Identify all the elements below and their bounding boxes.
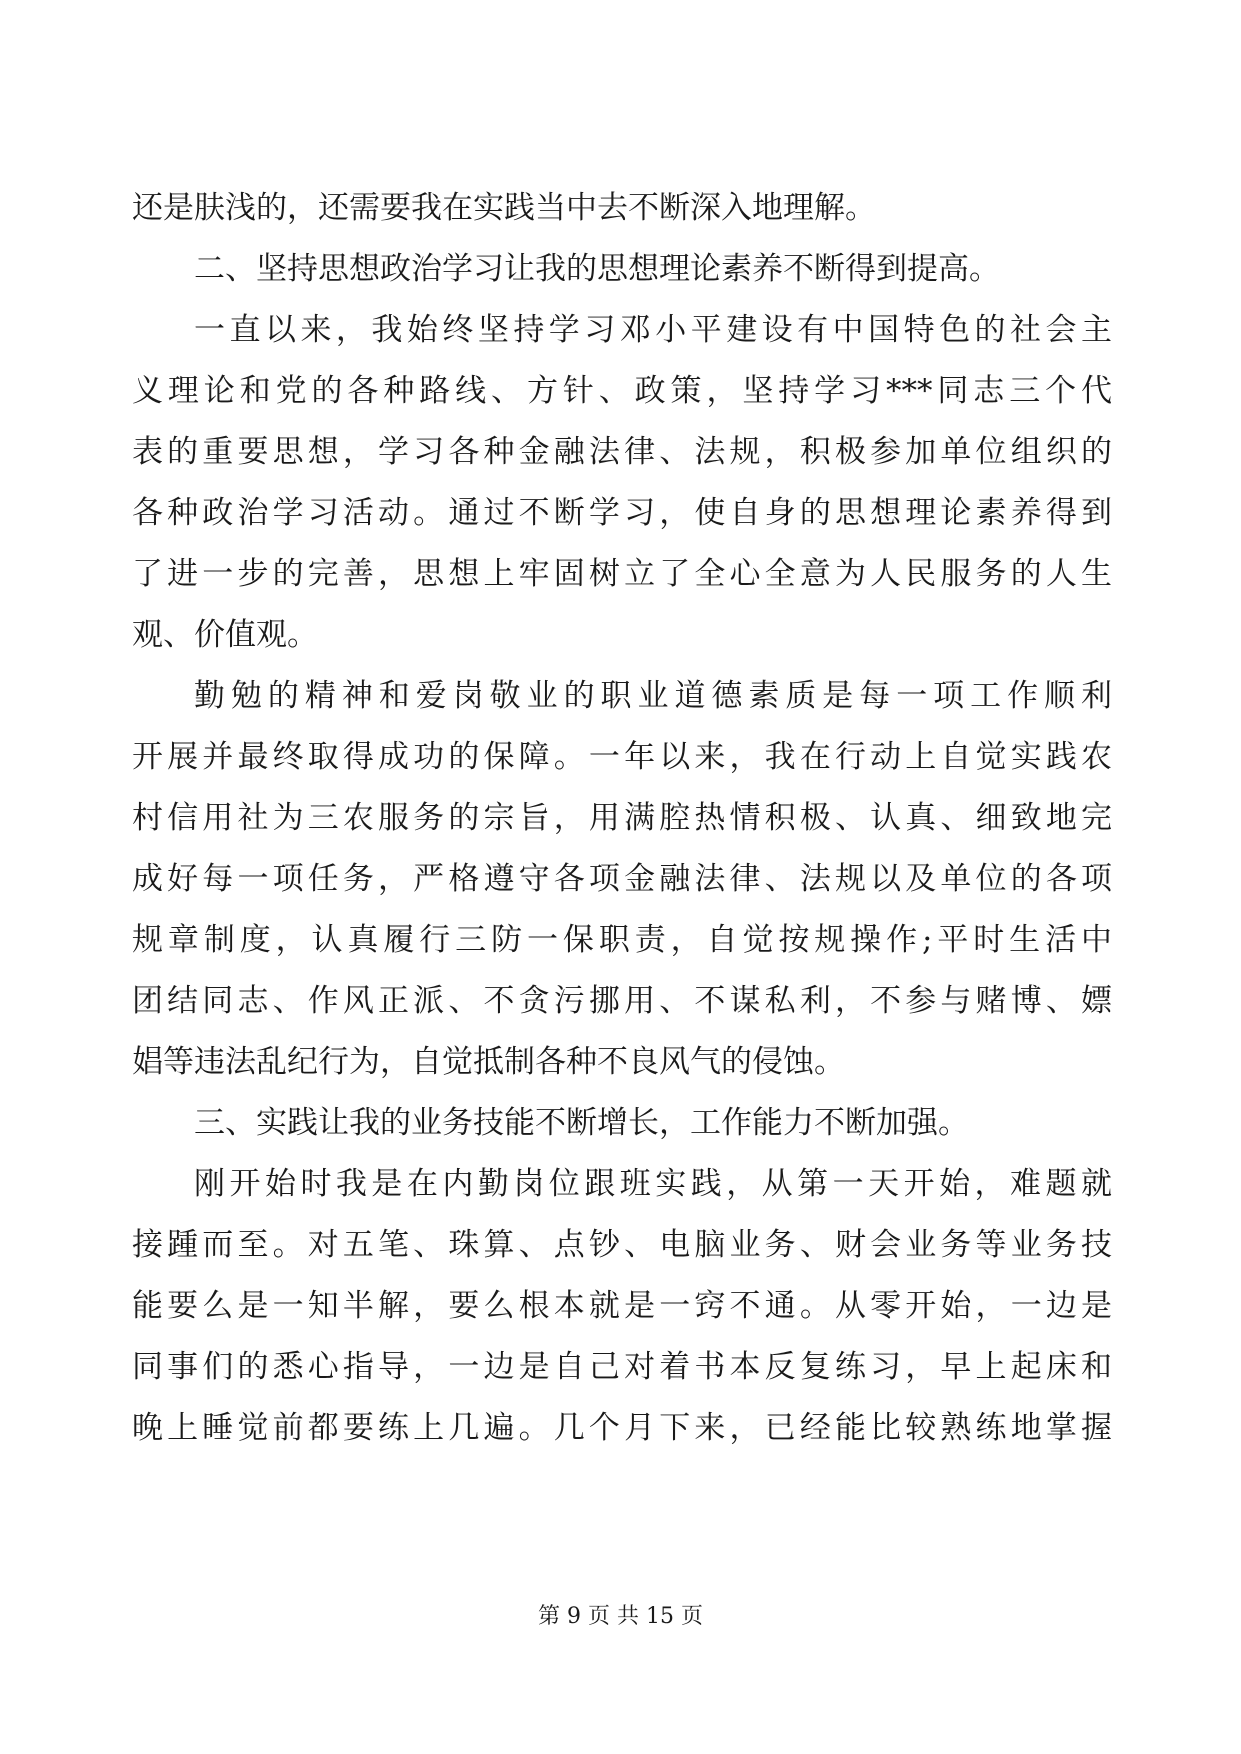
paragraph-line: 规章制度，认真履行三防一保职责，自觉按规操作;平时生活中 bbox=[132, 922, 1112, 958]
paragraph-line: 各种政治学习活动。通过不断学习，使自身的思想理论素养得到 bbox=[132, 495, 1112, 531]
paragraph-line: 能要么是一知半解，要么根本就是一窍不通。从零开始，一边是 bbox=[132, 1288, 1112, 1324]
paragraph-line: 晚上睡觉前都要练上几遍。几个月下来，已经能比较熟练地掌握 bbox=[132, 1410, 1112, 1446]
paragraph-line: 村信用社为三农服务的宗旨，用满腔热情积极、认真、细致地完 bbox=[132, 800, 1112, 836]
paragraph-line: 勤勉的精神和爱岗敬业的职业道德素质是每一项工作顺利 bbox=[194, 678, 1112, 714]
paragraph-line: 接踵而至。对五笔、珠算、点钞、电脑业务、财会业务等业务技 bbox=[132, 1227, 1112, 1263]
page-number-footer: 第 9 页 共 15 页 bbox=[538, 1604, 703, 1629]
paragraph-line: 团结同志、作风正派、不贪污挪用、不谋私利，不参与赌博、嫖 bbox=[132, 983, 1112, 1019]
paragraph-line: 一直以来，我始终坚持学习邓小平建设有中国特色的社会主 bbox=[194, 312, 1112, 348]
paragraph-line: 开展并最终取得成功的保障。一年以来，我在行动上自觉实践农 bbox=[132, 739, 1112, 775]
paragraph-line: 观、价值观。 bbox=[132, 617, 318, 653]
paragraph-line: 成好每一项任务，严格遵守各项金融法律、法规以及单位的各项 bbox=[132, 861, 1112, 897]
section-heading: 二、坚持思想政治学习让我的思想理论素养不断得到提高。 bbox=[194, 251, 1000, 287]
paragraph-line: 义理论和党的各种路线、方针、政策，坚持学习***同志三个代 bbox=[132, 373, 1112, 409]
paragraph-line: 了进一步的完善，思想上牢固树立了全心全意为人民服务的人生 bbox=[132, 556, 1112, 592]
paragraph-line: 表的重要思想，学习各种金融法律、法规，积极参加单位组织的 bbox=[132, 434, 1112, 470]
paragraph-line: 同事们的悉心指导，一边是自己对着书本反复练习，早上起床和 bbox=[132, 1349, 1112, 1385]
section-heading: 三、实践让我的业务技能不断增长，工作能力不断加强。 bbox=[194, 1105, 969, 1141]
paragraph-line: 刚开始时我是在内勤岗位跟班实践，从第一天开始，难题就 bbox=[194, 1166, 1112, 1202]
paragraph-line: 娼等违法乱纪行为，自觉抵制各种不良风气的侵蚀。 bbox=[132, 1044, 845, 1080]
paragraph-line: 还是肤浅的，还需要我在实践当中去不断深入地理解。 bbox=[132, 190, 876, 226]
